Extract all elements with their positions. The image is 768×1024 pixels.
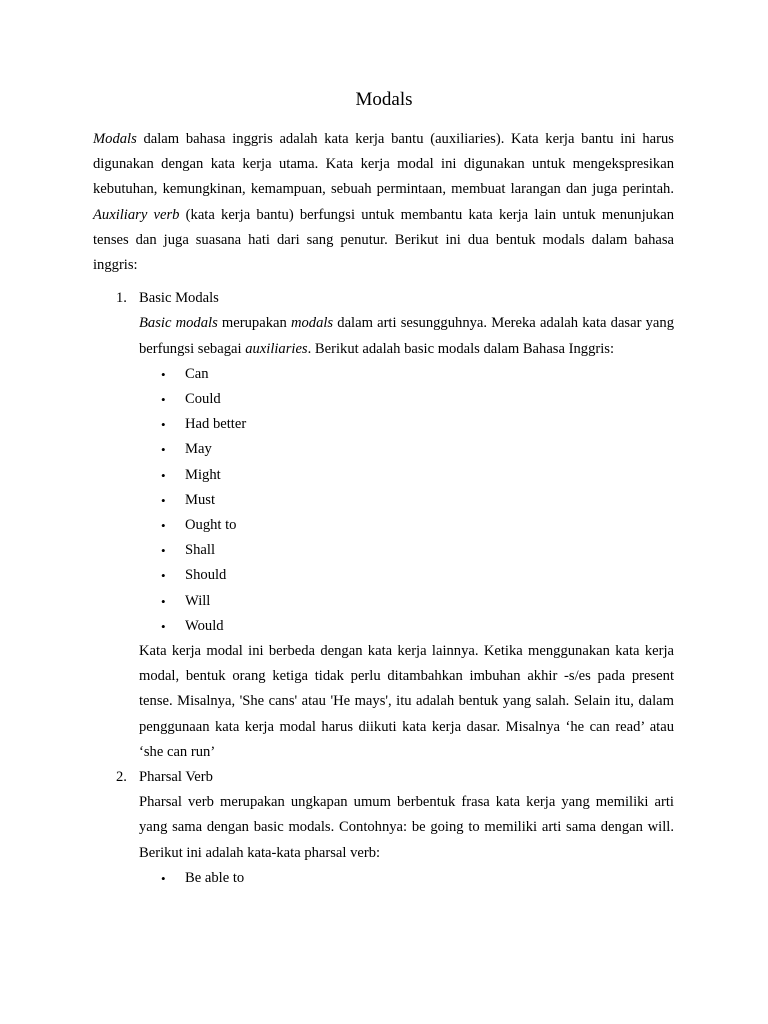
list-item-text: Will xyxy=(185,592,211,609)
basic-modals-list xyxy=(139,362,674,639)
list-item xyxy=(139,412,674,437)
desc-text-3: . Berikut adalah basic modals dalam Bahasa Inggris: xyxy=(307,340,615,357)
bullet-icon: • xyxy=(161,442,166,458)
list-item xyxy=(139,387,674,412)
bullet-icon: • xyxy=(161,593,166,609)
section-number: 1. xyxy=(116,290,127,307)
section-description: Pharsal verb merupakan ungkapan umum berbentuk frasa kata kerja yang memiliki arti yang sama dengan basic modals. Contohnya: be going to memiliki arti sama dengan will. Berikut ini adalah kata-kata pharsal verb: xyxy=(139,794,674,861)
bullet-icon: • xyxy=(161,467,166,483)
list-item-text: Could xyxy=(185,391,221,408)
list-item xyxy=(139,513,674,538)
desc-italic-modals: modals xyxy=(290,315,334,332)
section-phrasal-verb xyxy=(93,765,674,891)
document-body xyxy=(93,127,674,891)
sections-list xyxy=(93,286,674,891)
desc-text-2: dalam arti sesungguhnya. Mereka adalah kata dasar yang berfungsi sebagai xyxy=(139,315,674,357)
list-item-text: Might xyxy=(185,466,221,483)
section-heading: Basic Modals xyxy=(139,290,219,307)
intro-text-1: dalam bahasa inggris adalah kata kerja bantu (auxiliaries). Kata kerja bantu ini harus digunakan dengan kata kerja utama. Kata kerja modal ini digunakan untuk mengekspresikan kebutuhan, kemungkinan, kemampuan, sebuah permintaan, membuat larangan dan juga perintah. xyxy=(93,131,674,198)
section-number: 2. xyxy=(116,769,127,786)
list-item-text: Had better xyxy=(185,416,247,433)
list-item-text: Ought to xyxy=(185,517,237,534)
bullet-icon: • xyxy=(161,366,166,382)
list-item-text: Must xyxy=(185,491,216,508)
section-basic-modals xyxy=(93,286,674,765)
list-item-text: Shall xyxy=(185,542,215,559)
list-item-text: May xyxy=(185,441,212,458)
section-note: Kata kerja modal ini berbeda dengan kata kerja lainnya. Ketika menggunakan kata kerja modal, bentuk orang ketiga tidak perlu ditambahkan imbuhan akhir -s/es pada present tense. Misalnya, 'She cans' atau 'He mays', itu adalah bentuk yang salah. Selain itu, dalam penggunaan kata kerja modal harus diikuti kata kerja dasar. Misalnya ‘he can read’ atau ‘she can run’ xyxy=(139,643,674,760)
bullet-icon: • xyxy=(161,392,166,408)
list-item xyxy=(139,589,674,614)
phrasal-verb-list xyxy=(139,866,674,891)
list-item xyxy=(139,362,674,387)
list-item-text: Can xyxy=(185,365,209,382)
intro-italic-auxiliary-verb: Auxiliary verb xyxy=(93,206,180,223)
list-item-text: Should xyxy=(185,567,227,584)
list-item xyxy=(139,463,674,488)
intro-paragraph xyxy=(93,127,674,278)
list-item xyxy=(139,488,674,513)
page-title: Modals xyxy=(355,89,413,110)
list-item xyxy=(139,614,674,639)
bullet-icon: • xyxy=(161,518,166,534)
bullet-icon: • xyxy=(161,492,166,508)
bullet-icon: • xyxy=(161,568,166,584)
list-item xyxy=(139,437,674,462)
intro-italic-modals: Modals xyxy=(93,131,137,147)
desc-text-1: merupakan xyxy=(217,315,291,332)
list-item-text: Be able to xyxy=(185,869,245,886)
section-description xyxy=(139,311,674,361)
bullet-icon: • xyxy=(161,618,166,634)
bullet-icon: • xyxy=(161,543,166,559)
list-item xyxy=(139,538,674,563)
desc-italic-auxiliaries: auxiliaries xyxy=(245,340,308,357)
list-item xyxy=(139,563,674,588)
list-item xyxy=(139,866,674,891)
bullet-icon: • xyxy=(161,870,166,886)
list-item-text: Would xyxy=(185,617,224,634)
section-heading: Pharsal Verb xyxy=(139,769,213,786)
intro-text-2: (kata kerja bantu) berfungsi untuk membantu kata kerja lain untuk menunjukan tenses dan juga suasana hati dari sang penutur. Berikut ini dua bentuk modals dalam bahasa inggris: xyxy=(93,206,675,274)
desc-italic-basic-modals: Basic modals xyxy=(139,315,218,332)
bullet-icon: • xyxy=(161,417,166,433)
